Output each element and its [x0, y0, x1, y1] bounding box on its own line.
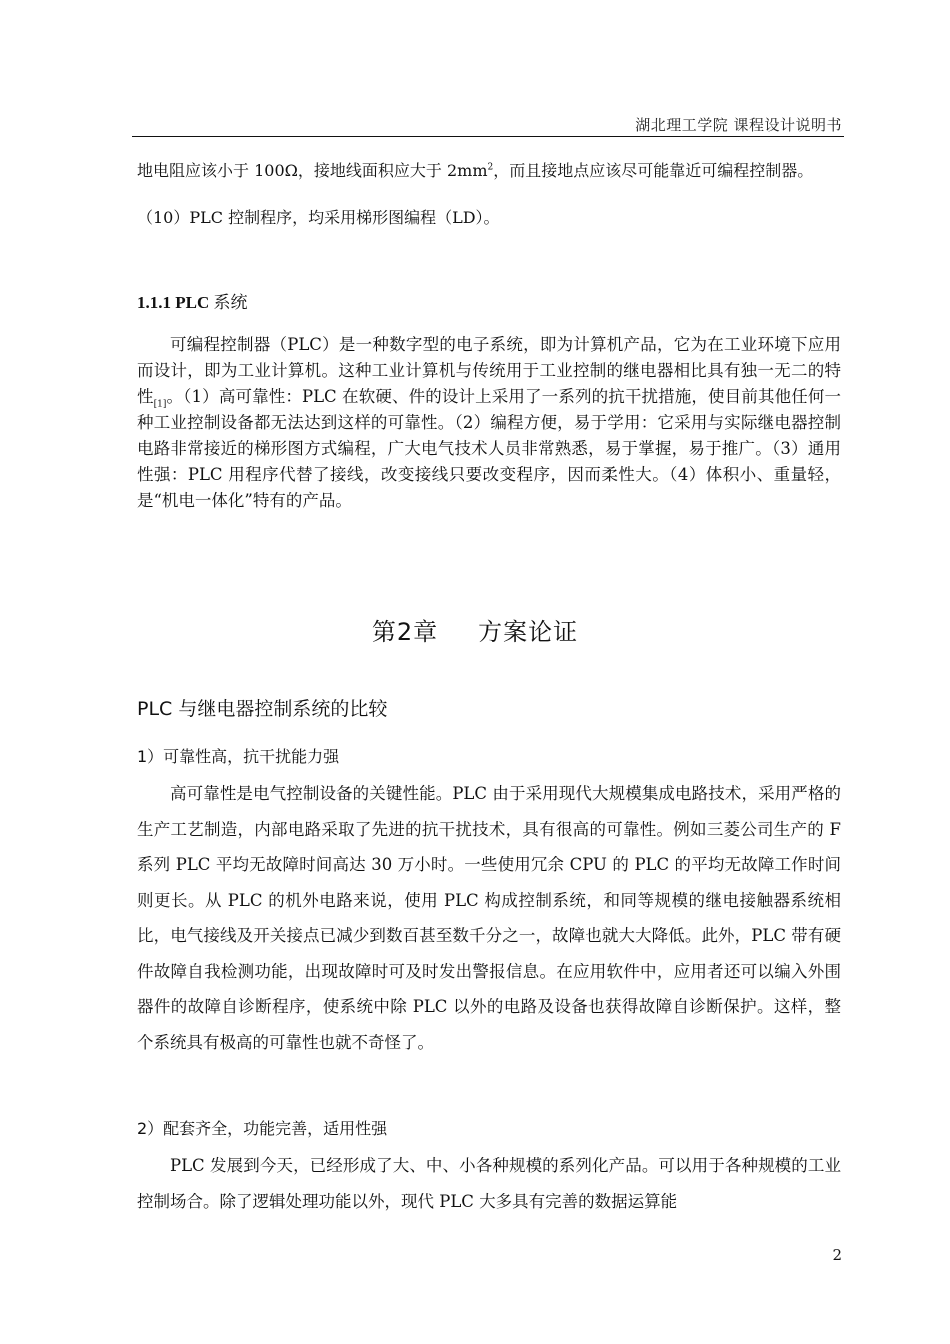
subsection-heading: PLC 与继电器控制系统的比较 [137, 698, 388, 720]
section-number: 1.1.1 PLC [137, 293, 214, 312]
point-paragraph-2: PLC 发展到今天，已经形成了大、中、小各种规模的系列化产品。可以用于各种规模的工业控制场合。除了逻辑处理功能以外，现代 PLC 大多具有完善的数据运算能 [137, 1156, 841, 1211]
point-heading-1: 1）可靠性高，抗干扰能力强 [137, 747, 340, 766]
continued-paragraph [137, 160, 841, 182]
header-rule [132, 136, 844, 137]
citation-ref: [1] [153, 399, 167, 410]
list-item-10: （10）PLC 控制程序，均采用梯形图编程（LD）。 [137, 208, 500, 227]
section-paragraph-text-b: 。（1）高可靠性：PLC 在软硬、件的设计上采用了一系列的抗干扰措施，使目前其他任何一种工业控制设备都无法达到这样的可靠性。（2）编程方便，易于学用：它采用与实际继电器控制电路非常接近的梯形图方式编程，广大电气技术人员非常熟悉，易于掌握，易于推广。（3）通用性强：PLC 用程序代替了接线，改变接线只要改变程序，因而柔性大。（4）体积小、重量轻，是“机电一体化”特有的产品。 [137, 387, 841, 510]
point-heading-2: 2）配套齐全，功能完善，适用性强 [137, 1119, 388, 1138]
chapter-heading [0, 612, 950, 647]
continued-text-c: ，而且接地点应该尽可能靠近可编程控制器。 [493, 161, 814, 180]
section-heading [137, 288, 248, 313]
square-superscript: 2 [487, 162, 494, 173]
continued-text-a: 地电阻应该小于 100 [137, 161, 285, 180]
point-paragraph-1: 高可靠性是电气控制设备的关键性能。PLC 由于采用现代大规模集成电路技术，采用严格的生产工艺制造，内部电路采取了先进的抗干扰技术，具有很高的可靠性。例如三菱公司生产的 F 系列 PLC 平均无故障时间高达 30 万小时。一些使用冗余 CPU 的 PLC 的平均无故障工作时间则更长。从 PLC 的机外电路来说，使用 PLC 构成控制系统，和同等规模的继电接触器系统相比，电气接线及开关接点已减少到数百甚至数千分之一，故障也就大大降低。此外，PLC 带有硬件故障自我检测功能，出现故障时可及时发出警报信息。在应用软件中，应用者还可以编入外围器件的故障自诊断程序，使系统中除 PLC 以外的电路及设备也获得故障自诊断保护。这样，整个系统具有极高的可靠性也就不奇怪了。 [137, 784, 841, 1052]
running-header: 湖北理工学院 课程设计说明书 [635, 116, 842, 134]
section-paragraph-text-a: 可编程控制器（PLC）是一种数字型的电子系统，即为计算机产品，它为在工业环境下应用而设计，即为工业计算机。这种工业计算机与传统用于工业控制的继电器相比具有独一无二的特性 [137, 335, 841, 406]
chapter-name: 方案论证 [478, 618, 579, 646]
page-number: 2 [832, 1246, 842, 1264]
section-paragraph [137, 332, 841, 514]
section-name: 系统 [213, 293, 248, 312]
continued-text-b: ，接地线面积应大于 2mm [297, 161, 488, 180]
chapter-number: 第2章 [371, 618, 439, 646]
ohm-symbol: Ω [284, 161, 298, 180]
